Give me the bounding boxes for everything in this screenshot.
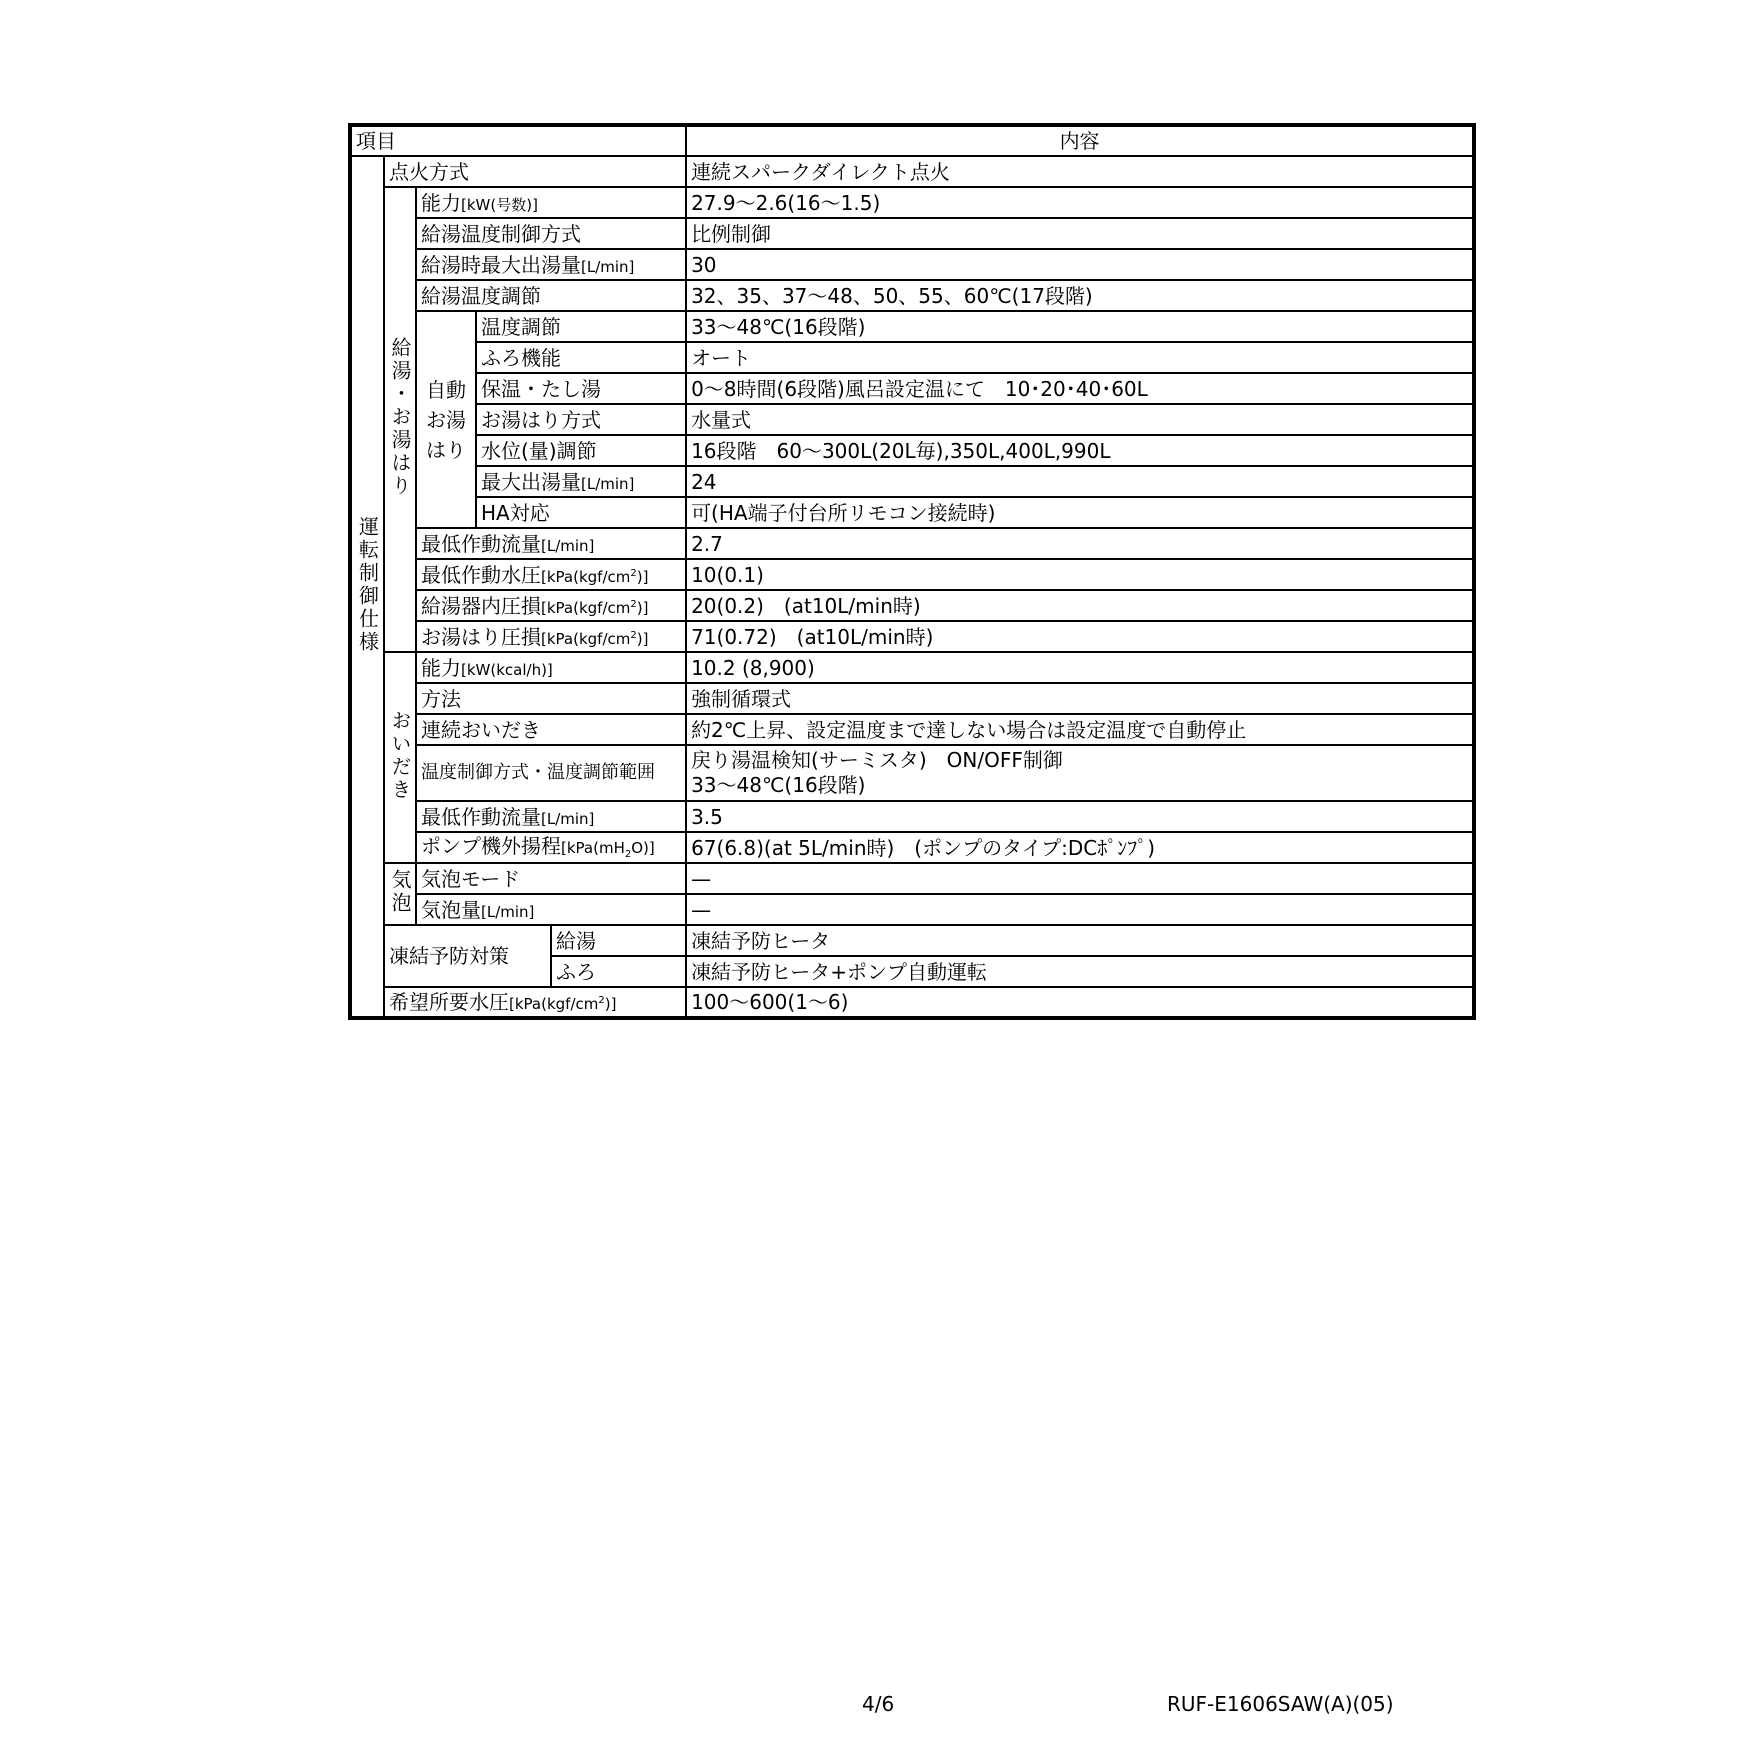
freeze-hot-label: 給湯 xyxy=(551,925,686,956)
reheat-temp-control-label: 温度制御方式・温度調節範囲 xyxy=(416,745,686,801)
auto-temp-adjust-label: 温度調節 xyxy=(476,311,686,342)
table-row xyxy=(350,249,1474,280)
temp-adjust-label: 給湯温度調節 xyxy=(416,280,686,311)
page-number: 4/6 xyxy=(862,1692,895,1716)
reheat-temp-control-value: 戻り湯温検知(サーミスタ) ON/OFF制御 33〜48℃(16段階) xyxy=(686,745,1474,801)
table-row xyxy=(350,497,1474,528)
table-row xyxy=(350,894,1474,925)
section-main-label: 運転制御仕様 xyxy=(350,156,384,1018)
ha-value: 可(HA端子付台所リモコン接続時) xyxy=(686,497,1474,528)
bubble-amount-label: 気泡量[L/min] xyxy=(416,894,686,925)
bath-function-label: ふろ機能 xyxy=(476,342,686,373)
reheat-min-flow-value: 3.5 xyxy=(686,801,1474,832)
reheat-method-value: 強制循環式 xyxy=(686,683,1474,714)
water-level-label: 水位(量)調節 xyxy=(476,435,686,466)
keep-warm-value: 0〜8時間(6段階)風呂設定温にて 10･20･40･60L xyxy=(686,373,1474,404)
header-row xyxy=(350,125,1474,156)
continuous-reheat-label: 連続おいだき xyxy=(416,714,686,745)
table-row xyxy=(350,466,1474,497)
ha-label: HA対応 xyxy=(476,497,686,528)
fill-method-label: お湯はり方式 xyxy=(476,404,686,435)
reheat-method-label: 方法 xyxy=(416,683,686,714)
ignition-value: 連続スパークダイレクト点火 xyxy=(686,156,1474,187)
table-row xyxy=(350,373,1474,404)
document-code: RUF-E1606SAW(A)(05) xyxy=(1167,1692,1394,1716)
auto-max-flow-label: 最大出湯量[L/min] xyxy=(476,466,686,497)
bath-function-value: オート xyxy=(686,342,1474,373)
temp-control-method-value: 比例制御 xyxy=(686,218,1474,249)
max-flow-value: 30 xyxy=(686,249,1474,280)
freeze-hot-value: 凍結予防ヒータ xyxy=(686,925,1474,956)
max-flow-label: 給湯時最大出湯量[L/min] xyxy=(416,249,686,280)
table-row xyxy=(350,156,1474,187)
table-row xyxy=(350,218,1474,249)
water-level-value: 16段階 60〜300L(20L毎),350L,400L,990L xyxy=(686,435,1474,466)
bubble-mode-value: — xyxy=(686,863,1474,894)
reheat-capacity-label: 能力[kW(kcal/h)] xyxy=(416,652,686,683)
min-flow-value: 2.7 xyxy=(686,528,1474,559)
header-item: 項目 xyxy=(350,125,686,156)
table-row xyxy=(350,311,1474,342)
freeze-bath-label: ふろ xyxy=(551,956,686,987)
table-row xyxy=(350,187,1474,218)
table-row xyxy=(350,925,1474,956)
temp-adjust-value: 32、35、37〜48、50、55、60℃(17段階) xyxy=(686,280,1474,311)
table-row xyxy=(350,280,1474,311)
bubble-amount-value: — xyxy=(686,894,1474,925)
fill-method-value: 水量式 xyxy=(686,404,1474,435)
table-row xyxy=(350,528,1474,559)
reheat-min-flow-label: 最低作動流量[L/min] xyxy=(416,801,686,832)
table-row xyxy=(350,435,1474,466)
auto-max-flow-value: 24 xyxy=(686,466,1474,497)
table-row xyxy=(350,621,1474,652)
freeze-bath-value: 凍結予防ヒータ+ポンプ自動運転 xyxy=(686,956,1474,987)
auto-temp-adjust-value: 33〜48℃(16段階) xyxy=(686,311,1474,342)
table-row xyxy=(350,801,1474,832)
table-row xyxy=(350,863,1474,894)
table-row xyxy=(350,590,1474,621)
temp-control-method-label: 給湯温度制御方式 xyxy=(416,218,686,249)
table-row xyxy=(350,745,1474,801)
fill-loss-value: 71(0.72) (at10L/min時) xyxy=(686,621,1474,652)
header-content: 内容 xyxy=(686,125,1474,156)
reheat-group-label: おいだき xyxy=(384,652,416,863)
table-row xyxy=(350,342,1474,373)
pump-head-label: ポンプ機外揚程$[kPa(mH_2O)]$ xyxy=(416,832,686,863)
table-row xyxy=(350,559,1474,590)
hotwater-group-label: 給湯・お湯はり xyxy=(384,187,416,652)
table-row xyxy=(350,714,1474,745)
min-pressure-label: 最低作動水圧$[kPa(kgf/cm^2)]$ xyxy=(416,559,686,590)
capacity-label: 能力[kW(号数)] xyxy=(416,187,686,218)
pump-head-value: 67(6.8)(at 5L/min時) (ポンプのタイプ:DCﾎﾟﾝﾌﾟ) xyxy=(686,832,1474,863)
min-pressure-value: 10(0.1) xyxy=(686,559,1474,590)
ignition-label: 点火方式 xyxy=(384,156,686,187)
pressure-label: 希望所要水圧$[kPa(kgf/cm^2)]$ xyxy=(384,987,686,1018)
auto-fill-group-label: 自動お湯はり xyxy=(416,311,476,528)
pressure-value: 100〜600(1〜6) xyxy=(686,987,1474,1018)
table-row xyxy=(350,683,1474,714)
table-row xyxy=(350,404,1474,435)
table-row xyxy=(350,652,1474,683)
freeze-label: 凍結予防対策 xyxy=(384,925,551,987)
keep-warm-label: 保温・たし湯 xyxy=(476,373,686,404)
fill-loss-label: お湯はり圧損$[kPa(kgf/cm^2)]$ xyxy=(416,621,686,652)
min-flow-label: 最低作動流量[L/min] xyxy=(416,528,686,559)
continuous-reheat-value: 約2℃上昇、設定温度まで達しない場合は設定温度で自動停止 xyxy=(686,714,1474,745)
bubble-mode-label: 気泡モード xyxy=(416,863,686,894)
internal-loss-value: 20(0.2) (at10L/min時) xyxy=(686,590,1474,621)
reheat-capacity-value: 10.2 (8,900) xyxy=(686,652,1474,683)
table-row xyxy=(350,832,1474,863)
spec-table xyxy=(348,123,1476,1020)
capacity-value: 27.9〜2.6(16〜1.5) xyxy=(686,187,1474,218)
internal-loss-label: 給湯器内圧損$[kPa(kgf/cm^2)]$ xyxy=(416,590,686,621)
table-row xyxy=(350,987,1474,1018)
bubble-group-label: 気泡 xyxy=(384,863,416,925)
